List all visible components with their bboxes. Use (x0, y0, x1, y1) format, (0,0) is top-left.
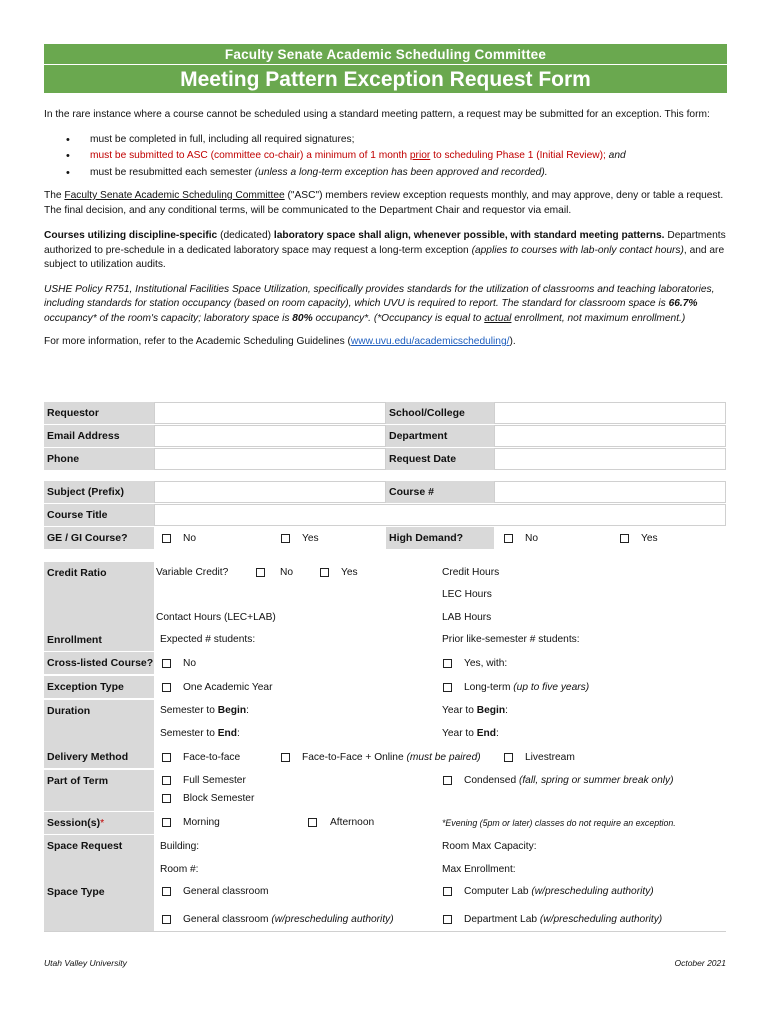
sem-end-label: Semester to End: (160, 728, 240, 739)
crosslisted-yes-checkbox[interactable] (443, 659, 452, 668)
f2f-online-checkbox[interactable] (281, 753, 290, 762)
form-header (44, 44, 727, 350)
asc-paragraph: The Faculty Senate Academic Scheduling Committee ("ASC") members review exception requests monthly, and may approve, deny or table a request. The final decision, and any conditional terms, will be communicated to the Department Chair and requestor via email. (44, 190, 724, 216)
comp-lab-label: Computer Lab (w/prescheduling authority) (464, 886, 654, 897)
crosslisted-label: Cross-listed Course? (44, 652, 154, 674)
info-paragraph: For more information, refer to the Academic Scheduling Guidelines (www.uvu.edu/academicscheduling/). (44, 336, 516, 347)
department-label: Department (386, 425, 494, 447)
crosslisted-no-label: No (183, 658, 197, 669)
crosslisted-yes-label: Yes, with: (464, 658, 508, 669)
space-type-label: Space Type (44, 881, 154, 931)
ge-yes-label: Yes (302, 533, 319, 544)
year-end-label: Year to End: (442, 728, 499, 739)
variable-yes-checkbox[interactable] (320, 568, 329, 577)
email-field[interactable] (154, 425, 386, 447)
room-max-label: Room Max Capacity: (442, 841, 537, 852)
request-date-field[interactable] (494, 448, 726, 470)
list-item: • must be submitted to ASC (committee co-chair) a minimum of 1 month prior to scheduling Phase 1 (Initial Review); and (66, 148, 727, 165)
hd-yes-checkbox[interactable] (620, 534, 629, 543)
subject-field[interactable] (154, 481, 386, 503)
livestream-label: Livestream (525, 752, 575, 763)
gen-class-presched-checkbox[interactable] (162, 915, 171, 924)
org-banner: Faculty Senate Academic Scheduling Committee (44, 44, 727, 64)
footer-left: Utah Valley University (44, 958, 127, 968)
one-year-label: One Academic Year (183, 682, 273, 693)
requestor-field[interactable] (154, 402, 386, 424)
requirements-list (66, 132, 727, 182)
exception-type-label: Exception Type (44, 676, 154, 698)
building-label: Building: (160, 841, 200, 852)
course-num-label: Course # (386, 481, 494, 503)
variable-no-checkbox[interactable] (256, 568, 265, 577)
form-bottom-rule (44, 931, 726, 932)
evening-note: *Evening (5pm or later) classes do not require an exception. (442, 818, 676, 828)
variable-credit-label: Variable Credit? (156, 567, 229, 578)
room-num-label: Room #: (160, 864, 199, 875)
condensed-label: Condensed (fall, spring or summer break only) (464, 775, 674, 786)
comp-lab-checkbox[interactable] (443, 887, 452, 896)
dept-lab-checkbox[interactable] (443, 915, 452, 924)
afternoon-checkbox[interactable] (308, 818, 317, 827)
year-begin-label: Year to Begin: (442, 705, 508, 716)
expected-label: Expected # students: (160, 634, 256, 645)
email-label: Email Address (44, 425, 154, 447)
morning-label: Morning (183, 817, 220, 828)
requestor-label: Requestor (44, 402, 154, 424)
livestream-checkbox[interactable] (504, 753, 513, 762)
ushe-paragraph: USHE Policy R751, Institutional Facilities Space Utilization, specifically provides standards for the utilization of classrooms and teaching laboratories, including standards for station occupancy (based on room capacity), which UVU is required to report. The standard for classroom space is 66.7% occupancy* of the room's capacity; laboratory space is 80% occupancy*. (*Occupancy is equal to actual enrollment, not maximum enrollment.) (44, 283, 715, 324)
prior-like-label: Prior like-semester # students: (442, 634, 580, 645)
hd-no-checkbox[interactable] (504, 534, 513, 543)
list-item: • must be completed in full, including all required signatures; (66, 132, 727, 149)
gen-class-checkbox[interactable] (162, 887, 171, 896)
hd-no-label: No (525, 533, 539, 544)
subject-label: Subject (Prefix) (44, 481, 154, 503)
hd-yes-label: Yes (641, 533, 658, 544)
credit-ratio-label: Credit Ratio (44, 562, 154, 629)
lab-paragraph: Courses utilizing discipline-specific (dedicated) laboratory space shall align, whenever possible, with standard meeting patterns. Departments authorized to pre-schedule in a dedicated laboratory space may request a long-term exception (applies to courses with lab-only contact hours), and are subject to utilization audits. (44, 230, 726, 270)
block-sem-label: Block Semester (183, 793, 255, 804)
guidelines-link[interactable]: www.uvu.edu/academicscheduling/ (350, 336, 510, 347)
gen-class-presched-label: General classroom (w/prescheduling authority) (183, 914, 394, 925)
high-demand-label: High Demand? (386, 527, 494, 549)
f2f-checkbox[interactable] (162, 753, 171, 762)
course-title-field[interactable] (154, 504, 726, 526)
variable-no-label: No (280, 567, 294, 578)
space-request-label: Space Request (44, 835, 154, 881)
request-date-label: Request Date (386, 448, 494, 470)
sem-begin-label: Semester to Begin: (160, 705, 249, 716)
variable-yes-label: Yes (341, 567, 358, 578)
morning-checkbox[interactable] (162, 818, 171, 827)
long-term-label: Long-term (up to five years) (464, 682, 590, 693)
condensed-checkbox[interactable] (443, 776, 452, 785)
intro-paragraph: In the rare instance where a course cannot be scheduled using a standard meeting pattern, a request may be submitted for an exception. This form: (44, 109, 710, 120)
part-of-term-label: Part of Term (44, 770, 154, 811)
dept-lab-label: Department Lab (w/prescheduling authority) (464, 914, 663, 925)
full-sem-checkbox[interactable] (162, 776, 171, 785)
long-term-checkbox[interactable] (443, 683, 452, 692)
ge-label: GE / GI Course? (44, 527, 154, 549)
full-sem-label: Full Semester (183, 775, 246, 786)
credit-hours-label: Credit Hours (442, 567, 500, 578)
form-title: Meeting Pattern Exception Request Form (44, 64, 727, 93)
phone-field[interactable] (154, 448, 386, 470)
crosslisted-no-checkbox[interactable] (162, 659, 171, 668)
contact-hours-label: Contact Hours (LEC+LAB) (156, 612, 276, 623)
block-sem-checkbox[interactable] (162, 794, 171, 803)
afternoon-label: Afternoon (330, 817, 375, 828)
ge-yes-checkbox[interactable] (281, 534, 290, 543)
department-field[interactable] (494, 425, 726, 447)
school-label: School/College (386, 402, 494, 424)
one-year-checkbox[interactable] (162, 683, 171, 692)
list-item: • must be resubmitted each semester (unless a long-term exception has been approved and recorded). (66, 165, 727, 182)
lec-hours-label: LEC Hours (442, 589, 492, 600)
max-enroll-label: Max Enrollment: (442, 864, 516, 875)
enrollment-label: Enrollment (44, 629, 154, 651)
footer-right: October 2021 (674, 958, 726, 968)
f2f-online-label: Face-to-Face + Online (must be paired) (302, 752, 481, 763)
ge-no-checkbox[interactable] (162, 534, 171, 543)
sessions-label: Session(s)* (44, 812, 154, 834)
duration-label: Duration (44, 700, 154, 746)
gen-class-label: General classroom (183, 886, 269, 897)
delivery-label: Delivery Method (44, 746, 154, 768)
ge-no-label: No (183, 533, 197, 544)
lab-hours-label: LAB Hours (442, 612, 492, 623)
phone-label: Phone (44, 448, 154, 470)
course-num-field[interactable] (494, 481, 726, 503)
school-field[interactable] (494, 402, 726, 424)
course-title-label: Course Title (44, 504, 154, 526)
f2f-label: Face-to-face (183, 752, 241, 763)
